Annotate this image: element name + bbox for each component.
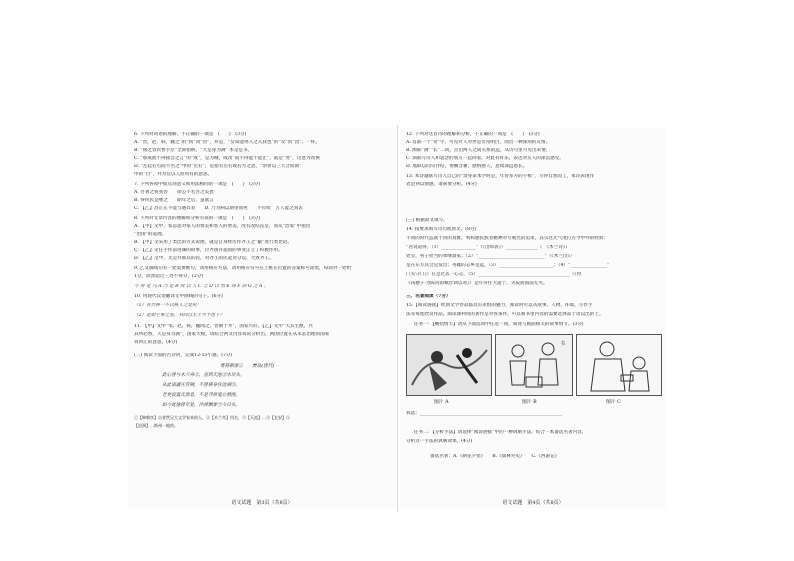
picture-a xyxy=(406,334,492,396)
q15-task-1: 任务一：【概括情节】请从下面选项中任选一项，简述与画面相关的故事情节。(3分) xyxy=(414,322,584,327)
q10-line-1: （1）吾吉将一不以将人之是矣！ xyxy=(134,303,202,308)
candidate-books: 备选名著：A.《朝花夕拾》 B.《儒林外史》 C.《西游记》 xyxy=(430,454,560,459)
q12-option-a: A. 首联一个“常”字，可见对人对世是非常明白，而出一种深刻的友情。 xyxy=(406,140,551,145)
q6-option-d-cont: 中的“白”，并为任以人而用有的意思。 xyxy=(134,172,213,177)
q12-option-d: D. 尾联以问句作结，委婉含蓄，感情感人，意境深远悠长。 xyxy=(406,164,528,169)
q9-sentence: 今 得 是 马 A 乃 是 B 得 以 人 C 之 D 以 然 E 而 F 而 G 之 A 。 xyxy=(134,284,269,289)
q6-option-d: D. “左起右右而不名之”中的“左右”，是指有左右或右方之意，“余曾以三天合而期” xyxy=(134,164,302,169)
poem-title: 寄韩朝彦① 贾岛(唐代) xyxy=(220,364,275,369)
exam-page-4 xyxy=(400,128,666,508)
q11-stem: 11. 【甲】文中“邹，赵，韩，魏闻之，皆朝于齐”，国家兴旺。【乙】文中“天其生猷，共 xyxy=(134,324,313,329)
q15-task-2-cont: 分析这一手法的讽刺效果。(4分) xyxy=(406,439,473,444)
q10-line-2: （2）是如主事之业，书问以无子当予也下？ xyxy=(134,313,225,318)
exam-page-3 xyxy=(128,128,396,508)
q11-line-3: 说何汇的意思。(4分) xyxy=(134,340,178,345)
q8-option-d: D. 【乙】文中，太是并那其的民，对齐王的民起对分以，大致齐王。 xyxy=(134,256,274,261)
q14-stem: 14. 按要求填写诗句或原文。(8分) xyxy=(406,227,477,232)
page-fold xyxy=(397,125,398,511)
q7-stem: 7. 下列各项中加点词意义和用法相同的一项是 ( ) (3分) xyxy=(134,182,261,187)
poem-line-2: 从此南通④宫阙，不曾将身住沧洲⑤。 xyxy=(162,383,241,388)
q7-option-b: B. 得风民是继之 期年之后，虽欲言 xyxy=(134,198,214,203)
q13-stem-cont: 者是何以情感，请简要分析。(4分) xyxy=(406,182,477,187)
q14-line-6: 《钱塘子·为陈同甫赋壮词以寄》）是年舟住大道宁，关辰而国前无失。 xyxy=(406,281,548,286)
q8-option-b: B. 【甲】文采用了类比的方式说理，就是自身经历作齐王之“蔽”进行类比论。 xyxy=(134,240,292,245)
q6-option-c: C. “那成欲不得接会之言”的“成”，是为城，成改“战不得能不能止”，就是“处”，这意为改换 xyxy=(134,156,320,161)
q11-line-2: 其所必然，天是身为满”，国家大败，请结合两文内容说说分析出，两国位置在从未去治理的国家 xyxy=(134,332,330,337)
poem-line-3: 老更寂寞无消息，不是寻常鬼⑥情渔。 xyxy=(162,393,241,398)
svg-text:书: 书 xyxy=(560,341,566,347)
poem-line-1: 此心曾与木兰舟②，直到天池③水尽头。 xyxy=(162,373,245,378)
section-fill-header: (三) 根据原文填写。 xyxy=(406,218,448,223)
q9-stem: 9. 乙文画线句有一处需要断句，请用相应方法，请用相应符号在上框在位置的答案标号涂黑，每涂对一处给 xyxy=(134,266,352,271)
q13-stem: 13. 本诗题联写诗人自己的“余身拿本学时是，年曾多方的不被”，写得自然而工，本诗表现作 xyxy=(406,174,595,179)
section-books-header: 三、名著阅读（7分） xyxy=(406,294,451,299)
q8-option-a-cont: “治国”的道理。 xyxy=(134,232,167,237)
q14-line-1: 不同的时代造就不同的真雅，鸣和感民族者精神对写观光的追求，其宗这光气度打古今中外的经典： xyxy=(406,236,609,241)
picture-c xyxy=(576,334,662,396)
caption-b: 图片 B xyxy=(522,400,537,405)
q6-option-b: B. “燕之容衣香手臣”全部指称，“大是身为满” 本是是书， xyxy=(134,148,253,153)
q14-line-2: “君说道得，（1）_______________”（《出师表》）______________（ 《木兰诗》） xyxy=(406,245,570,250)
q12-option-b: B. 颔联“满”“长”二词，点出两人之间关系的远，从诗句里可见出来情， xyxy=(406,148,551,153)
q8-stem: 8. 下列对文章内容的理解和分析有误的一项是 ( ) (3分) xyxy=(134,216,261,221)
poem-line-4: 如今此地曾年处，冷淡飘零⑦今日头。 xyxy=(162,403,241,408)
q7-option-a: A. 吾著之将我善 徐公不若吾之美也 xyxy=(134,190,214,195)
picture-b xyxy=(495,334,573,396)
choice-line: 我选：______________________________________________________________ xyxy=(406,411,563,416)
man-and-child-illustration xyxy=(577,335,661,395)
q15-stem: 15.【阅读链接】经典文学作品都具有永恒的魅力，阅读时可以从故事、人物、环境、写作手 xyxy=(406,303,593,308)
q14-line-4: 是在东方其会是发出；英雄的志乡是远，（3）________________________；（4）“________________” xyxy=(406,263,610,268)
q7-option-cd: C. 【乙】昌正正不能与通其者 D. 乃为病以期望而死 不有吹 万人能之而去 xyxy=(134,206,303,211)
two-figures-illustration xyxy=(496,335,572,395)
q14-line-3: 处会，男子担当的承继谁家；（2）“_____________________________”（《木兰诗》） xyxy=(406,254,575,259)
caption-a: 图片 A xyxy=(434,400,449,405)
ink-figure-illustration xyxy=(407,335,491,395)
poem-notes-cont: 【沧洲】…郎州一地的。 xyxy=(134,423,178,428)
page-footer-left: 语文试题 第3页（共8页） xyxy=(231,500,293,506)
q14-line-5: 门关守门》）在是过去一心志，（5）________________________________________（《得 xyxy=(406,272,582,277)
caption-c: 图片 C xyxy=(606,400,621,405)
q8-option-c: C. 【乙】文任手作前进谏的故事，讨齐国并超国的事变正立了积极作用。 xyxy=(134,248,283,253)
poem-notes: ①【韩朝彦】自誉然兄大文学家来的人，②【木兰舟】用名，③【天池】…④【长安】⑤ xyxy=(134,415,290,420)
q6-option-a: A. “晋，赵，韩，魏之”的“执”同“热”，并是，“女知能则人之入我也”的“女”同“汝”，一样， xyxy=(134,140,321,145)
q8-option-a: A. 【甲】文中，邹忌思对家人的赞美和客人的赞美，改有改结直是，而从“治家”中指出 xyxy=(134,224,311,229)
section-poem-header: (二) 阅读下面的古诗词，完成12-13小题。(7分) xyxy=(134,353,233,358)
q9-stem-cont: 1分，涂黑超过三处不得分。(2分) xyxy=(134,274,204,279)
q6-stem: 6. 下列对词语的理解，不正确的一项是 ( ) (3分) xyxy=(134,132,247,137)
q12-option-c: C. 颈联写诗人和思念的朋友一起回家，对此有好乐，表达对友人的深沉感受。 xyxy=(406,156,564,161)
q15-task-2: 任务二：【分析手法】请选择“阅读链接”中的一种讽刺手法，结合一本备选名著内容， xyxy=(414,430,587,435)
q12-stem: 12. 下列对这首诗的理解和分析，不正确的一项是 ( ) (3分) xyxy=(406,132,540,137)
q15-stem-cont: 法等角度欣赏作品。阅读课利用的著作是对各条件，可以和书里内容的需要选择品于语以出的上。 xyxy=(406,312,604,317)
q10-stem: 10. 用现代汉语翻译文中画线的句子。(6分) xyxy=(134,294,223,299)
page-footer-right: 语文试题 第4页（共8页） xyxy=(502,500,564,506)
